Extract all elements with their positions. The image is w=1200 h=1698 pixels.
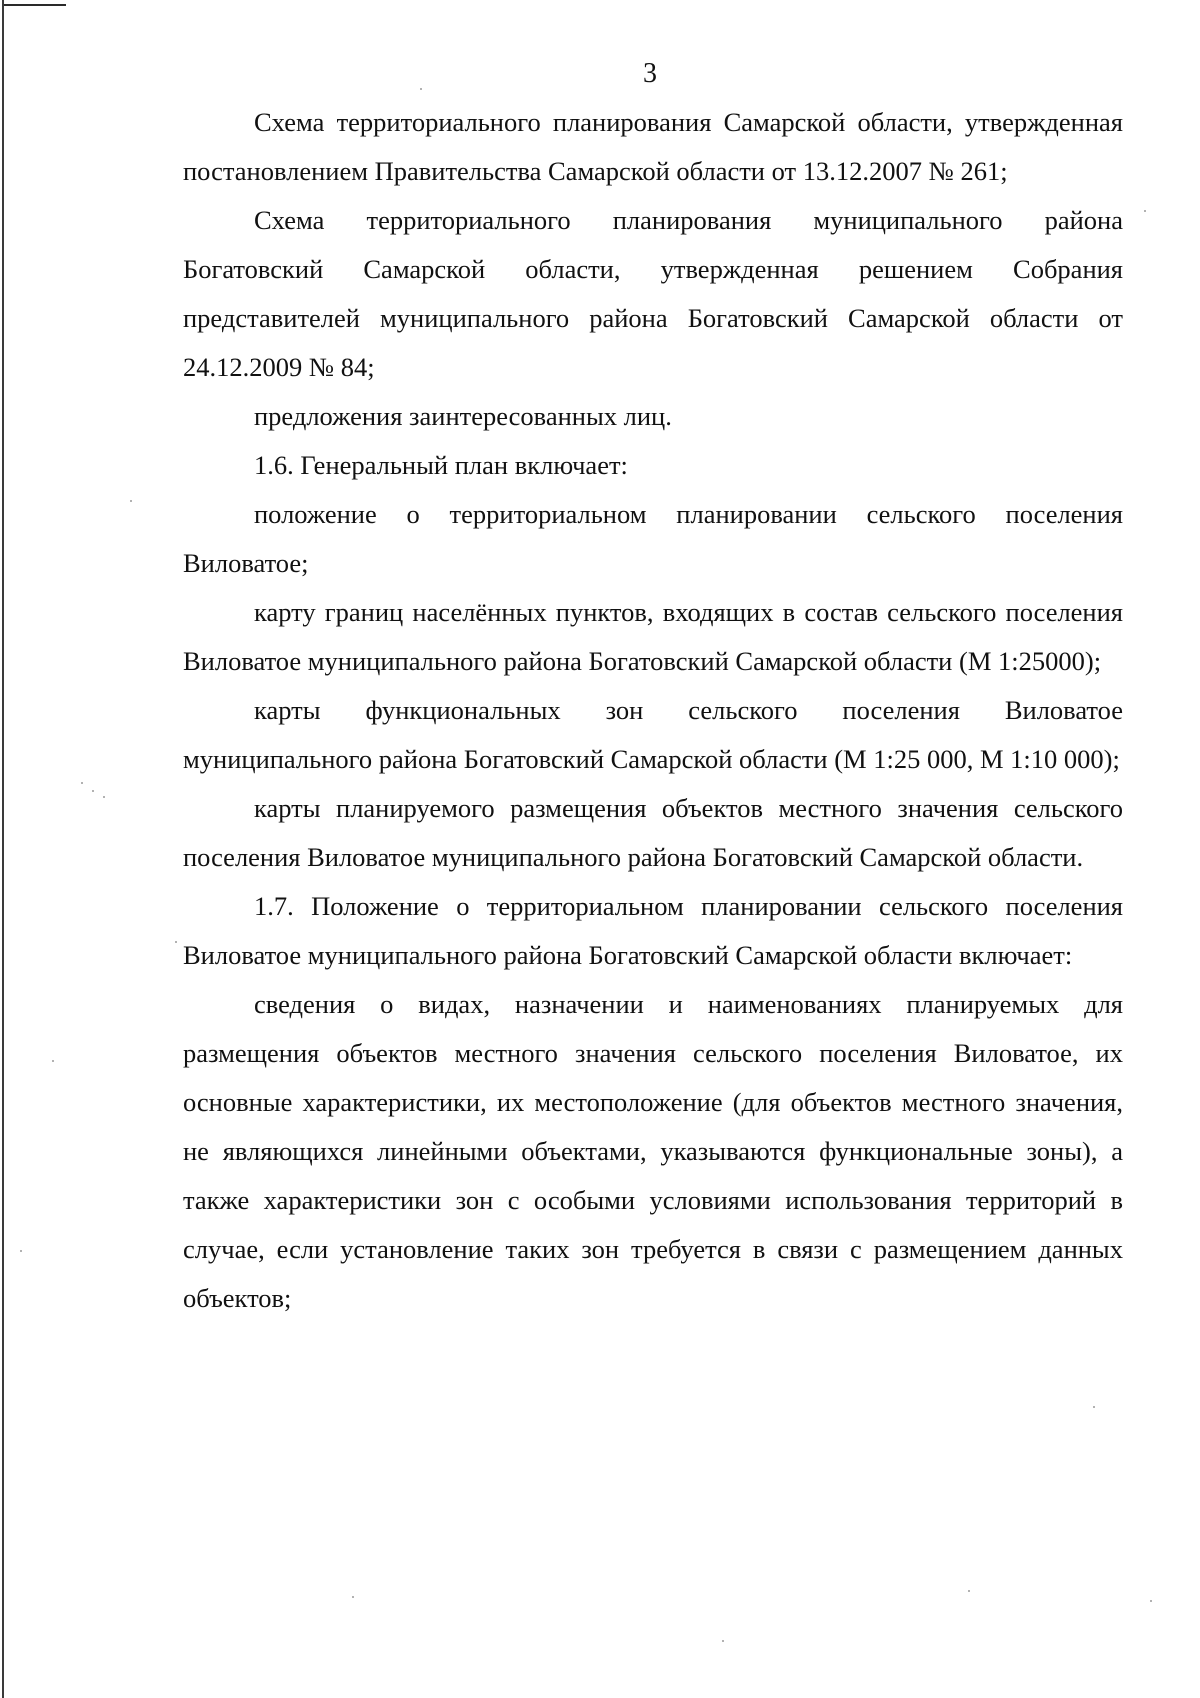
scan-speck (1093, 1406, 1095, 1408)
paragraph-provision: положение о территориальном планировании сельского поселения Виловатое; (183, 499, 1123, 578)
scan-speck (722, 1640, 724, 1642)
paragraph-functional-zones-maps: карты функциональных зон сельского поселения Виловатое муниципального района Богатовский Самарской области (М 1:25 000, М 1:10 000); (183, 695, 1123, 774)
scan-speck (968, 1590, 970, 1592)
paragraph-section-1-7: 1.7. Положение о территориальном планировании сельского поселения Виловатое муниципального района Богатовский Самарской области включает: (183, 891, 1123, 970)
scan-speck (1150, 1600, 1152, 1602)
scan-speck (92, 790, 94, 792)
paragraph-district-scheme: Схема территориального планирования муниципального района Богатовский Самарской области, утвержденная решением Собрания представителей муниципального района Богатовский Самарской области от 24.12.2009 № 84; (183, 205, 1123, 382)
paragraph-section-1-6: 1.6. Генеральный план включает: (254, 450, 628, 480)
paragraph-regional-scheme: Схема территориального планирования Самарской области, утвержденная постановлением Правительства Самарской области от 13.12.2007 № 261; (183, 107, 1123, 186)
scan-left-edge (2, 0, 4, 1698)
paragraph-proposals: предложения заинтересованных лиц. (254, 401, 672, 431)
paragraph-object-info: сведения о видах, назначении и наименованиях планируемых для размещения объектов местного значения сельского поселения Виловатое, их основные характеристики, их местоположение (для объектов местного значения, не являющихся линейными объектами, указываются функциональные зоны), а также характеристики зон с особыми условиями использования территорий в случае, если установление таких зон требуется в связи с размещением данных объектов; (183, 989, 1123, 1313)
scan-speck (20, 1250, 22, 1252)
scan-speck (52, 1060, 54, 1062)
paragraph-boundaries-map: карту границ населённых пунктов, входящих в состав сельского поселения Виловатое муниципального района Богатовский Самарской области (М 1:25000); (183, 597, 1123, 676)
document-body (183, 98, 1123, 1323)
paragraph-placement-maps: карты планируемого размещения объектов местного значения сельского поселения Виловатое муниципального района Богатовский Самарской области. (183, 793, 1123, 872)
scan-speck (175, 941, 177, 943)
scan-corner-mark (4, 4, 66, 6)
scan-speck (420, 88, 422, 90)
scan-speck (81, 782, 83, 784)
page-number: 3 (643, 58, 657, 89)
scan-speck (103, 796, 105, 798)
scan-speck (130, 500, 132, 502)
scan-speck (1144, 210, 1146, 212)
scan-speck (352, 1596, 354, 1598)
